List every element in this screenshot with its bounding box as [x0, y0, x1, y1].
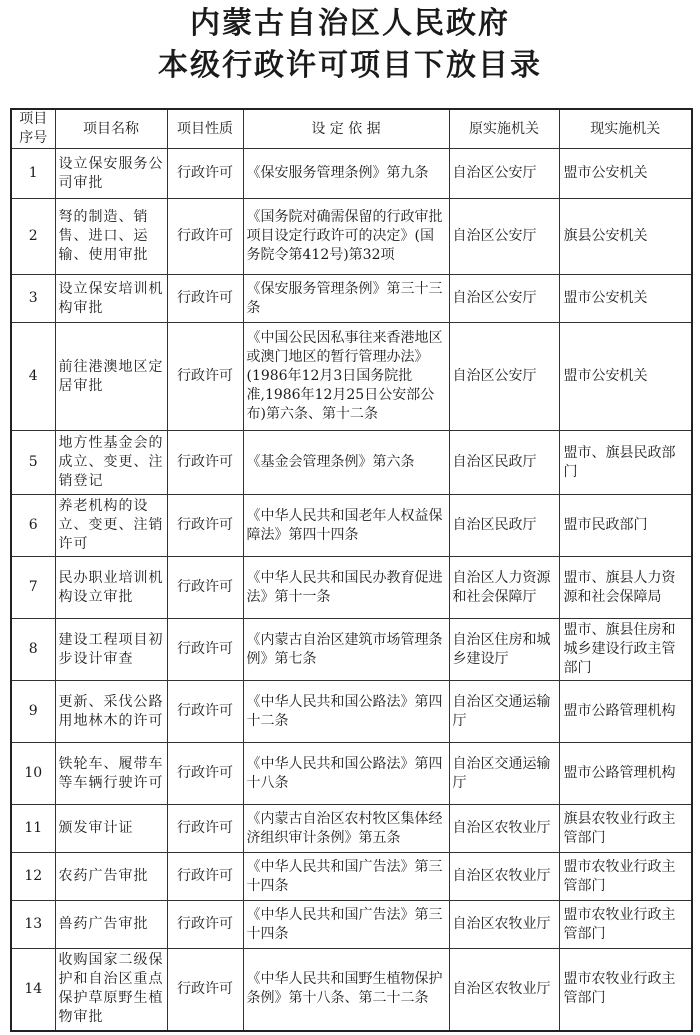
cell-type: 行政许可 [167, 853, 243, 901]
cell-original: 自治区民政厅 [449, 431, 559, 495]
cell-type: 行政许可 [167, 275, 243, 323]
cell-original: 自治区民政厅 [449, 495, 559, 557]
cell-current: 盟市农牧业行政主管部门 [559, 949, 692, 1031]
cell-original: 自治区农牧业厅 [449, 949, 559, 1031]
cell-basis: 《国务院对确需保留的行政审批项目设定行政许可的决定》(国务院令第412号)第32项 [243, 199, 449, 275]
cell-no: 3 [11, 275, 55, 323]
cell-original: 自治区住房和城乡建设厅 [449, 619, 559, 681]
cell-no: 12 [11, 853, 55, 901]
cell-no: 11 [11, 805, 55, 853]
cell-original: 自治区公安厅 [449, 199, 559, 275]
cell-original: 自治区农牧业厅 [449, 901, 559, 949]
cell-current: 盟市、旗县民政部门 [559, 431, 692, 495]
cell-original: 自治区交通运输厅 [449, 681, 559, 743]
cell-original: 自治区农牧业厅 [449, 853, 559, 901]
table-row [11, 323, 692, 431]
cell-current: 旗县农牧业行政主管部门 [559, 805, 692, 853]
cell-type: 行政许可 [167, 199, 243, 275]
table-row [11, 557, 692, 619]
cell-type: 行政许可 [167, 431, 243, 495]
cell-type: 行政许可 [167, 495, 243, 557]
cell-type: 行政许可 [167, 743, 243, 805]
page-title: 内蒙古自治区人民政府 [190, 6, 510, 41]
cell-name: 养老机构的设立、变更、注销许可 [55, 495, 167, 557]
cell-basis: 《保安服务管理条例》第九条 [243, 149, 449, 199]
cell-name: 颁发审计证 [55, 805, 167, 853]
cell-name: 民办职业培训机构设立审批 [55, 557, 167, 619]
cell-name: 更新、采伐公路用地林木的许可 [55, 681, 167, 743]
cell-original: 自治区公安厅 [449, 149, 559, 199]
cell-basis: 《中华人民共和国民办教育促进法》第十一条 [243, 557, 449, 619]
cell-name: 建设工程项目初步设计审查 [55, 619, 167, 681]
cell-name: 前往港澳地区定居审批 [55, 323, 167, 431]
cell-no: 8 [11, 619, 55, 681]
col-header-name: 项目名称 [55, 109, 167, 149]
cell-original: 自治区交通运输厅 [449, 743, 559, 805]
cell-basis: 《中华人民共和国公路法》第四十二条 [243, 681, 449, 743]
cell-current: 旗县公安机关 [559, 199, 692, 275]
col-header-original: 原实施机关 [449, 109, 559, 149]
cell-name: 弩的制造、销售、进口、运输、使用审批 [55, 199, 167, 275]
cell-no: 2 [11, 199, 55, 275]
cell-no: 10 [11, 743, 55, 805]
cell-no: 4 [11, 323, 55, 431]
cell-no: 1 [11, 149, 55, 199]
cell-current: 盟市、旗县住房和城乡建设行政主管部门 [559, 619, 692, 681]
cell-current: 盟市公安机关 [559, 275, 692, 323]
cell-name: 设立保安服务公司审批 [55, 149, 167, 199]
cell-basis: 《内蒙古自治区建筑市场管理条例》第七条 [243, 619, 449, 681]
cell-type: 行政许可 [167, 901, 243, 949]
col-header-no: 项目序号 [11, 109, 55, 149]
cell-basis: 《基金会管理条例》第六条 [243, 431, 449, 495]
cell-name: 地方性基金会的成立、变更、注销登记 [55, 431, 167, 495]
cell-basis: 《中国公民因私事往来香港地区或澳门地区的暂行管理办法》(1986年12月3日国务院批准,1986年12月25日公安部公布)第六条、第十二条 [243, 323, 449, 431]
table-row [11, 431, 692, 495]
cell-original: 自治区公安厅 [449, 323, 559, 431]
cell-original: 自治区人力资源和社会保障厅 [449, 557, 559, 619]
cell-no: 9 [11, 681, 55, 743]
cell-basis: 《保安服务管理条例》第三十三条 [243, 275, 449, 323]
cell-current: 盟市公路管理机构 [559, 681, 692, 743]
col-header-current: 现实施机关 [559, 109, 692, 149]
cell-no: 7 [11, 557, 55, 619]
cell-basis: 《中华人民共和国公路法》第四十八条 [243, 743, 449, 805]
cell-name: 农药广告审批 [55, 853, 167, 901]
cell-no: 6 [11, 495, 55, 557]
cell-type: 行政许可 [167, 805, 243, 853]
cell-basis: 《中华人民共和国野生植物保护条例》第十八条、第二十二条 [243, 949, 449, 1031]
cell-no: 13 [11, 901, 55, 949]
cell-original: 自治区农牧业厅 [449, 805, 559, 853]
cell-type: 行政许可 [167, 149, 243, 199]
cell-current: 盟市公安机关 [559, 149, 692, 199]
cell-type: 行政许可 [167, 557, 243, 619]
cell-type: 行政许可 [167, 323, 243, 431]
cell-original: 自治区公安厅 [449, 275, 559, 323]
table-row [11, 619, 692, 681]
cell-current: 盟市公安机关 [559, 323, 692, 431]
cell-basis: 《中华人民共和国广告法》第三十四条 [243, 853, 449, 901]
table-header-row [11, 109, 692, 149]
table-row [11, 743, 692, 805]
table-row [11, 199, 692, 275]
cell-name: 收购国家二级保护和自治区重点保护草原野生植物审批 [55, 949, 167, 1031]
cell-no: 14 [11, 949, 55, 1031]
cell-current: 盟市民政部门 [559, 495, 692, 557]
cell-name: 铁轮车、履带车等车辆行驶许可 [55, 743, 167, 805]
cell-basis: 《内蒙古自治区农村牧区集体经济组织审计条例》第五条 [243, 805, 449, 853]
table-row [11, 901, 692, 949]
table-row [11, 149, 692, 199]
cell-type: 行政许可 [167, 949, 243, 1031]
cell-basis: 《中华人民共和国老年人权益保障法》第四十四条 [243, 495, 449, 557]
cell-name: 兽药广告审批 [55, 901, 167, 949]
license-table [10, 108, 693, 1032]
cell-current: 盟市农牧业行政主管部门 [559, 901, 692, 949]
cell-current: 盟市农牧业行政主管部门 [559, 853, 692, 901]
table-row [11, 853, 692, 901]
table-row [11, 495, 692, 557]
cell-type: 行政许可 [167, 681, 243, 743]
cell-basis: 《中华人民共和国广告法》第三十四条 [243, 901, 449, 949]
cell-current: 盟市公路管理机构 [559, 743, 692, 805]
table-row [11, 681, 692, 743]
col-header-basis: 设 定 依 据 [243, 109, 449, 149]
cell-type: 行政许可 [167, 619, 243, 681]
cell-no: 5 [11, 431, 55, 495]
col-header-type: 项目性质 [167, 109, 243, 149]
table-row [11, 949, 692, 1031]
cell-current: 盟市、旗县人力资源和社会保障局 [559, 557, 692, 619]
page-subtitle: 本级行政许可项目下放目录 [158, 48, 542, 83]
table-row [11, 275, 692, 323]
table-row [11, 805, 692, 853]
cell-name: 设立保安培训机构审批 [55, 275, 167, 323]
